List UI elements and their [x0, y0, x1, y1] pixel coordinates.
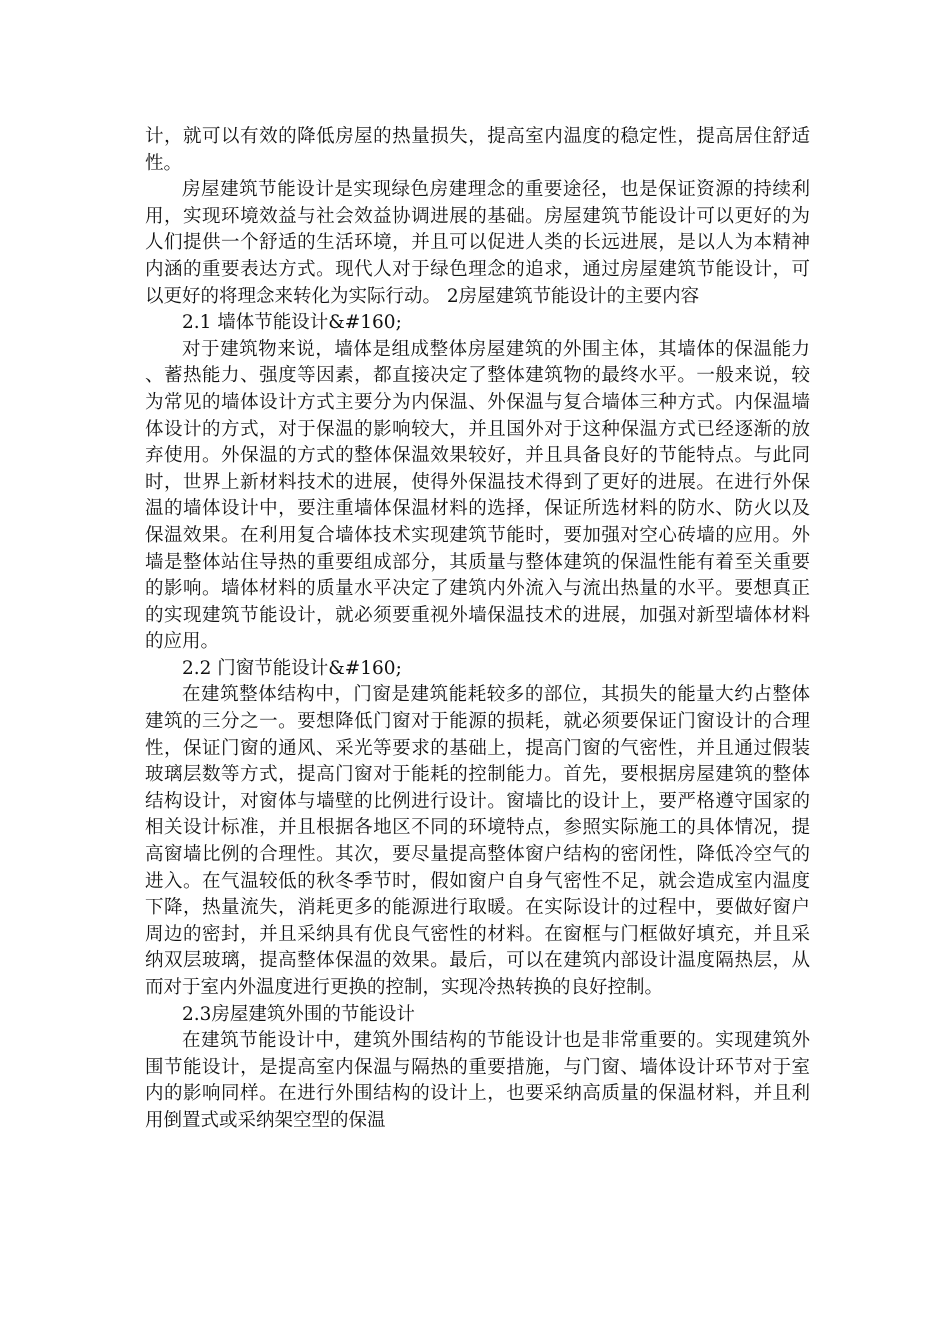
paragraph-continuation: 计，就可以有效的降低房屋的热量损失，提高室内温度的稳定性，提高居住舒适性。	[145, 126, 810, 174]
section-heading-window: 2.2 门窗节能设计&#160;	[182, 657, 402, 679]
section-heading-envelope: 2.3房屋建筑外围的节能设计	[182, 1003, 415, 1025]
paragraph-window: 在建筑整体结构中，门窗是建筑能耗较多的部位，其损失的能量大约占整体建筑的三分之一。要想降低门窗对于能源的损耗，就必须要保证门窗设计的合理性，保证门窗的通风、采光等要求的基础上，提高门窗的气密性，并且通过假装玻璃层数等方式，提高门窗对于能耗的控制能力。首先，要根据房屋建筑的整体结构设计，对窗体与墙壁的比例进行设计。窗墙比的设计上，要严格遵守国家的相关设计标准，并且根据各地区不同的环境特点，参照实际施工的具体情况，提高窗墙比例的合理性。其次，要尽量提高整体窗户结构的密闭性，降低冷空气的进入。在气温较低的秋冬季节时，假如窗户自身气密性不足，就会造成室内温度下降，热量流失，消耗更多的能源进行取暖。在实际设计的过程中，要做好窗户周边的密封，并且采纳具有优良气密性的材料。在窗框与门框做好填充，并且采纳双层玻璃，提高整体保温的效果。最后，可以在建筑内部设计温度隔热层，从而对于室内外温度进行更换的控制，实现冷热转换的良好控制。	[145, 684, 810, 998]
paragraph-intro: 房屋建筑节能设计是实现绿色房建理念的重要途径，也是保证资源的持续利用，实现环境效益与社会效益协调进展的基础。房屋建筑节能设计可以更好的为人们提供一个舒适的生活环境，并且可以促进人类的长远进展，是以人为本精神内涵的重要表达方式。现代人对于绿色理念的追求，通过房屋建筑节能设计，可以更好的将理念来转化为实际行动。 2房屋建筑节能设计的主要内容	[145, 179, 810, 307]
document-body	[145, 124, 810, 1135]
section-heading-wall: 2.1 墙体节能设计&#160;	[182, 312, 402, 334]
paragraph-wall: 对于建筑物来说，墙体是组成整体房屋建筑的外围主体，其墙体的保温能力、蓄热能力、强度等因素，都直接决定了整体建筑物的最终水平。一般来说，较为常见的墙体设计方式主要分为内保温、外保温与复合墙体三种方式。内保温墙体设计的方式，对于保温的影响较大，并且国外对于这种保温方式已经逐渐的放弃使用。外保温的方式的整体保温效果较好，并且具备良好的节能特点。与此同时，世界上新材料技术的进展，使得外保温技术得到了更好的进展。在进行外保温的墙体设计中，要注重墙体保温材料的选择，保证所选材料的防水、防火以及保温效果。在利用复合墙体技术实现建筑节能时，要加强对空心砖墙的应用。外墙是整体站住导热的重要组成部分，其质量与整体建筑的保温性能有着至关重要的影响。墙体材料的质量水平决定了建筑内外流入与流出热量的水平。要想真正的实现建筑节能设计，就必须要重视外墙保温技术的进展，加强对新型墙体材料的应用。	[145, 338, 810, 653]
paragraph-envelope: 在建筑节能设计中，建筑外围结构的节能设计也是非常重要的。实现建筑外围节能设计，是提高室内保温与隔热的重要措施，与门窗、墙体设计环节对于室内的影响同样。在进行外围结构的设计上，也要采纳高质量的保温材料，并且利用倒置式或采纳架空型的保温	[145, 1030, 810, 1131]
